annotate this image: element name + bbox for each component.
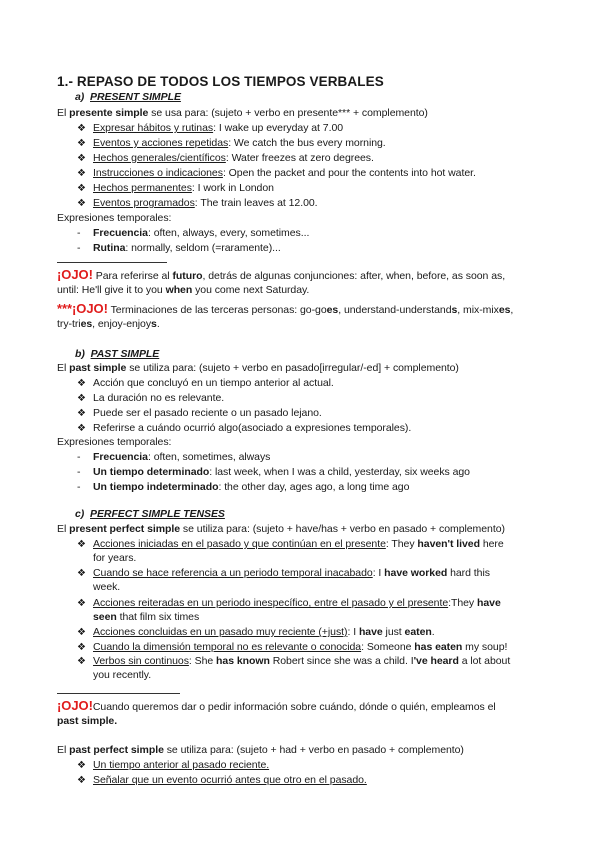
past-perfect-use-2: Señalar que un evento ocurrió antes que otro en el pasado. xyxy=(93,774,367,786)
ojo-note-third-person-line2: try-tries, enjoy-enjoys. xyxy=(57,318,160,330)
present-simple-use-3: Hechos generales/científicos: Water freezes at zero degrees. xyxy=(93,152,374,164)
diamond-bullet-icon: ❖ xyxy=(77,393,86,404)
present-perfect-use-6: Verbos sin continuos: She has known Robert since she was a child. I've heard a lot about xyxy=(93,655,511,667)
diamond-bullet-icon: ❖ xyxy=(77,642,86,653)
diamond-bullet-icon: ❖ xyxy=(77,775,86,786)
past-perfect-use-1: Un tiempo anterior al pasado reciente. xyxy=(93,759,270,771)
diamond-bullet-icon: ❖ xyxy=(77,408,86,419)
dash-bullet: - xyxy=(77,227,81,239)
ojo-note-future-line2: until: He'll give it to you when you come next Saturday. xyxy=(57,284,310,296)
past-simple-use-3: Puede ser el pasado reciente o un pasado lejano. xyxy=(93,407,322,419)
diamond-bullet-icon: ❖ xyxy=(77,656,86,667)
diamond-bullet-icon: ❖ xyxy=(77,627,86,638)
present-simple-expression-2: Rutina: normally, seldom (=raramente)... xyxy=(93,242,281,254)
present-perfect-use-5: Cuando la dimensión temporal no es relevante o conocida: Someone has eaten my soup! xyxy=(93,641,508,653)
present-simple-expressions-title: Expresiones temporales: xyxy=(57,212,172,224)
past-simple-use-1: Acción que concluyó en un tiempo anterior al actual. xyxy=(93,377,334,389)
past-perfect-intro: El past perfect simple se utiliza para: (sujeto + had + verbo en pasado + complemento) xyxy=(57,744,464,756)
past-simple-use-2: La duración no es relevante. xyxy=(93,392,225,404)
ojo-note-past-simple: ¡OJO!Cuando queremos dar o pedir información sobre cuándo, dónde o quién, empleamos el xyxy=(57,698,496,713)
present-perfect-use-1-line2: for years. xyxy=(93,552,137,564)
divider-line xyxy=(57,693,180,694)
diamond-bullet-icon: ❖ xyxy=(77,378,86,389)
page-title: 1.- REPASO DE TODOS LOS TIEMPOS VERBALES xyxy=(57,74,384,89)
ojo-note-past-simple-line2: past simple. xyxy=(57,715,118,727)
diamond-bullet-icon: ❖ xyxy=(77,568,86,579)
present-simple-use-4: Instrucciones o indicaciones: Open the packet and pour the contents into hot water. xyxy=(93,167,476,179)
diamond-bullet-icon: ❖ xyxy=(77,138,86,149)
present-perfect-use-3: Acciones reiteradas en un periodo inespecífico, entre el pasado y el presente:They have xyxy=(93,597,501,609)
dash-bullet: - xyxy=(77,481,81,493)
diamond-bullet-icon: ❖ xyxy=(77,153,86,164)
past-simple-expression-1: Frecuencia: often, sometimes, always xyxy=(93,451,271,463)
present-perfect-use-2-line2: week. xyxy=(93,581,121,593)
diamond-bullet-icon: ❖ xyxy=(77,423,86,434)
diamond-bullet-icon: ❖ xyxy=(77,760,86,771)
present-perfect-use-3-line2: seen that film six times xyxy=(93,611,200,623)
present-perfect-use-2: Cuando se hace referencia a un periodo temporal inacabado: I have worked hard this xyxy=(93,567,490,579)
present-simple-use-2: Eventos y acciones repetidas: We catch the bus every morning. xyxy=(93,137,386,149)
ojo-note-future: ¡OJO! Para referirse al futuro, detrás de algunas conjunciones: after, when, before, as soon as, xyxy=(57,267,506,282)
past-simple-intro: El past simple se utiliza para: (sujeto + verbo en pasado[irregular/-ed] + complemento) xyxy=(57,362,459,374)
dash-bullet: - xyxy=(77,451,81,463)
diamond-bullet-icon: ❖ xyxy=(77,123,86,134)
section-heading-present-simple: a) PRESENT SIMPLE xyxy=(75,91,181,103)
diamond-bullet-icon: ❖ xyxy=(77,168,86,179)
diamond-bullet-icon: ❖ xyxy=(77,198,86,209)
section-heading-perfect-simple: c) PERFECT SIMPLE TENSES xyxy=(75,508,225,520)
present-simple-expression-1: Frecuencia: often, always, every, sometimes... xyxy=(93,227,310,239)
past-simple-expression-3: Un tiempo indeterminado: the other day, ages ago, a long time ago xyxy=(93,481,410,493)
present-simple-use-5: Hechos permanentes: I work in London xyxy=(93,182,274,194)
ojo-note-third-person: ***¡OJO! Terminaciones de las terceras personas: go-goes, understand-understands, mix-mixes, xyxy=(57,301,514,316)
diamond-bullet-icon: ❖ xyxy=(77,539,86,550)
diamond-bullet-icon: ❖ xyxy=(77,598,86,609)
dash-bullet: - xyxy=(77,242,81,254)
past-simple-expressions-title: Expresiones temporales: xyxy=(57,436,172,448)
section-heading-past-simple: b) PAST SIMPLE xyxy=(75,348,160,360)
present-perfect-use-4: Acciones concluidas en un pasado muy reciente (+just): I have just eaten. xyxy=(93,626,435,638)
past-simple-use-4: Referirse a cuándo ocurrió algo(asociado a expresiones temporales). xyxy=(93,422,412,434)
past-simple-expression-2: Un tiempo determinado: last week, when I was a child, yesterday, six weeks ago xyxy=(93,466,470,478)
diamond-bullet-icon: ❖ xyxy=(77,183,86,194)
divider-line xyxy=(57,262,167,263)
present-simple-use-1: Expresar hábitos y rutinas: I wake up everyday at 7.00 xyxy=(93,122,344,134)
present-simple-use-6: Eventos programados: The train leaves at 12.00. xyxy=(93,197,318,209)
present-perfect-intro: El present perfect simple se utiliza para: (sujeto + have/has + verbo en pasado + complemento) xyxy=(57,523,505,535)
present-perfect-use-6-line2: you recently. xyxy=(93,669,152,681)
present-perfect-use-1: Acciones iniciadas en el pasado y que continúan en el presente: They haven't lived here xyxy=(93,538,504,550)
dash-bullet: - xyxy=(77,466,81,478)
present-simple-intro: El presente simple se usa para: (sujeto + verbo en presente*** + complemento) xyxy=(57,107,428,119)
